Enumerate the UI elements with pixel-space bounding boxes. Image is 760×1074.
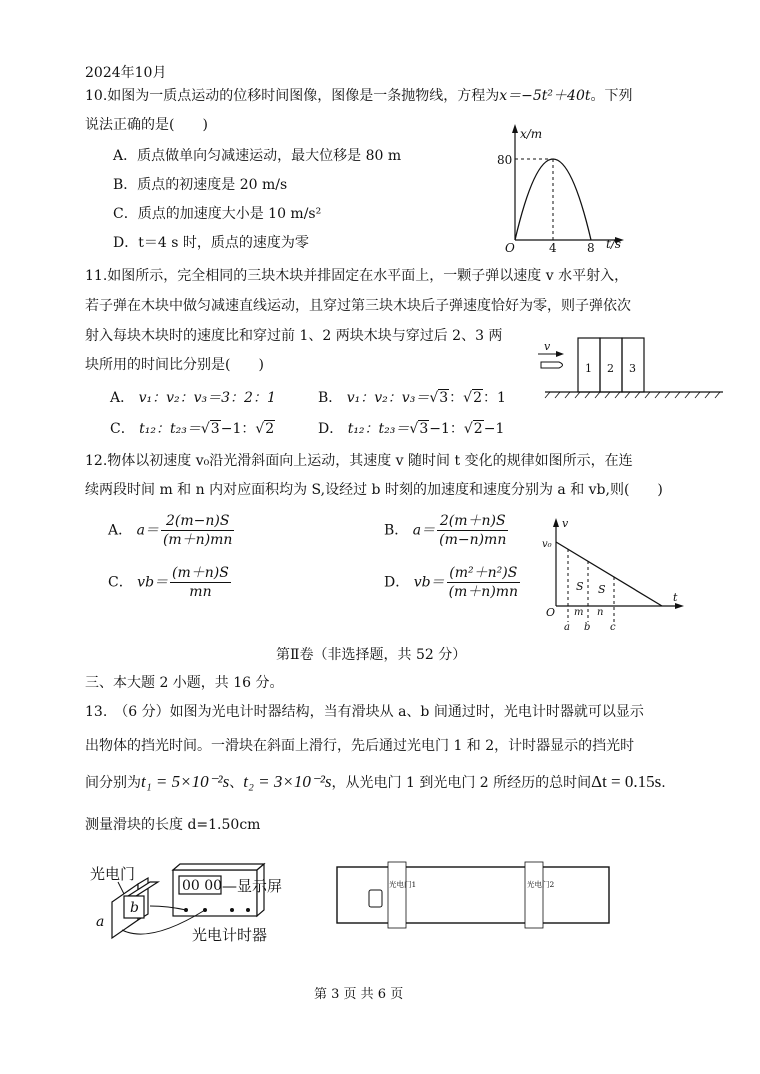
q12-a-label: a (564, 622, 570, 633)
q13-line1: 13. （6 分）如图为光电计时器结构，当有滑块从 a、b 间通过时，光电计时器就可以显示 (85, 704, 644, 720)
q12-n-label: n (597, 607, 604, 618)
q12-option-d: D． vb＝ $\frac{\text{(m²＋n²)S}}{(m+n)mn}$ (384, 565, 519, 600)
q11-option-b: B． v₁：v₂：v₃＝√3：√2：1 (318, 390, 506, 406)
q11-line2: 若子弹在木块中做匀减速直线运动，且穿过第三块木块后子弹速度恰好为零，则子弹依次 (85, 298, 631, 314)
q12-x-label: t (673, 591, 678, 604)
q10-stem-a: 如图为一质点运动的位移时间图像，图像是一条抛物线，方程为 (107, 88, 500, 104)
q13-line4: 测量滑块的长度 d=1.50cm (85, 817, 261, 833)
q11-line1: 11.如图所示，完全相同的三块木块并排固定在水平面上，一颗子弹以速度 v 水平射入， (85, 268, 629, 284)
q12-v0-label: v₀ (542, 539, 552, 550)
q11-option-a: A． v₁：v₂：v₃＝3：2：1 (110, 390, 276, 406)
q12-c-label: c (610, 622, 616, 633)
q11-line3: 射入每块木块时的速度比和穿过前 1、2 两块木块与穿过后 2、3 两 (85, 328, 503, 344)
q13-b-label: b (130, 900, 139, 916)
q13-dt: Δt = 0.15s (591, 772, 662, 791)
q13-t2: t₂ = 3×10⁻²s (243, 772, 332, 791)
q12-option-c: C． vb＝ $\frac{(m+n)S}{mn}$ (108, 565, 229, 600)
q12-S1-label: S (576, 580, 584, 593)
q11-option-c: C． t₁₂：t₂₃＝√3−1：√2 (110, 421, 275, 437)
q11-line4: 块所用的时间比分别是( ) (85, 357, 264, 373)
q13-gate-2 (525, 862, 543, 928)
q12-line2: 续两段时间 m 和 n 内对应面积均为 S,设经过 b 时刻的加速度和速度分别为 a 和 vb,则( ) (85, 482, 663, 498)
part3-heading: 三、本大题 2 小题，共 16 分。 (85, 675, 284, 691)
q12-y-label: v (562, 517, 569, 530)
q13-gate1-label: 光电门1 (389, 880, 417, 889)
q12-line1: 12.物体以初速度 v₀沿光滑斜面向上运动，其速度 v 随时间 t 变化的规律如图所示，在连 (85, 453, 633, 469)
q12-S2-label: S (598, 583, 606, 596)
q10-y-tick: 80 (497, 153, 513, 167)
q10-x-label: t/s (606, 237, 622, 251)
q11-block-label-3: 3 (629, 362, 636, 375)
section2-title: 第Ⅱ卷（非选择题，共 52 分） (276, 647, 467, 663)
q10-number: 10. (85, 88, 108, 104)
q12-option-b: B． a＝ $\frac{2(m+n)S}{(m-n)mn}$ (384, 513, 507, 548)
q13-line3: 间分别为t₁ = 5×10⁻²s、t₂ = 3×10⁻²s，从光电门 1 到光电门 2 所经历的总时间Δt = 0.15s. (85, 772, 666, 791)
q11-v-label: v (544, 340, 551, 353)
q10-stem-line2: 说法正确的是( ) (85, 117, 208, 133)
q13-display-value: 00 00 (182, 878, 223, 894)
q10-option-a: A．质点做单向匀减速运动，最大位移是 80 m (113, 148, 402, 164)
q10-y-label: x/m (520, 127, 543, 141)
q13-line2: 出物体的挡光时间。一滑块在斜面上滑行，先后通过光电门 1 和 2，计时器显示的挡光时 (85, 738, 635, 754)
q13-gate-label: 光电门 (90, 865, 136, 883)
q10-equation: x＝−5t²＋40t (499, 88, 591, 104)
q13-a-label: a (96, 914, 105, 930)
q13-timer-label: 光电计时器 (192, 926, 268, 944)
q13-gate-1 (388, 862, 406, 928)
q12-origin: O (546, 606, 556, 619)
q11-option-d: D． t₁₂：t₂₃＝√3−1：√2−1 (318, 421, 505, 437)
q11-block-label-1: 1 (585, 362, 592, 375)
q12-option-a: A． a＝ $\frac{2(m-n)S}{(m+n)mn}$ (108, 513, 233, 548)
q10-origin: O (505, 241, 515, 255)
q12-m-label: m (574, 607, 584, 618)
q10-option-c: C．质点的加速度大小是 10 m/s² (113, 206, 322, 222)
q10-option-b: B．质点的初速度是 20 m/s (113, 177, 288, 193)
q10-stem-b: 。下列 (590, 88, 633, 104)
q13-gate2-label: 光电门2 (527, 880, 555, 889)
q13-display-label: —显示屏 (222, 877, 283, 895)
exam-date: 2024年10月 (85, 65, 167, 81)
q10-x-tick-4: 4 (549, 241, 557, 255)
q12-b-label: b (584, 622, 591, 633)
q13-t1: t₁ = 5×10⁻²s (141, 772, 230, 791)
q11-block-label-2: 2 (607, 362, 614, 375)
page-footer: 第 3 页 共 6 页 (314, 987, 404, 1002)
q10-option-d: D．t＝4 s 时，质点的速度为零 (113, 235, 309, 251)
q13-slider (369, 890, 382, 907)
q10-x-tick-8: 8 (587, 241, 595, 255)
